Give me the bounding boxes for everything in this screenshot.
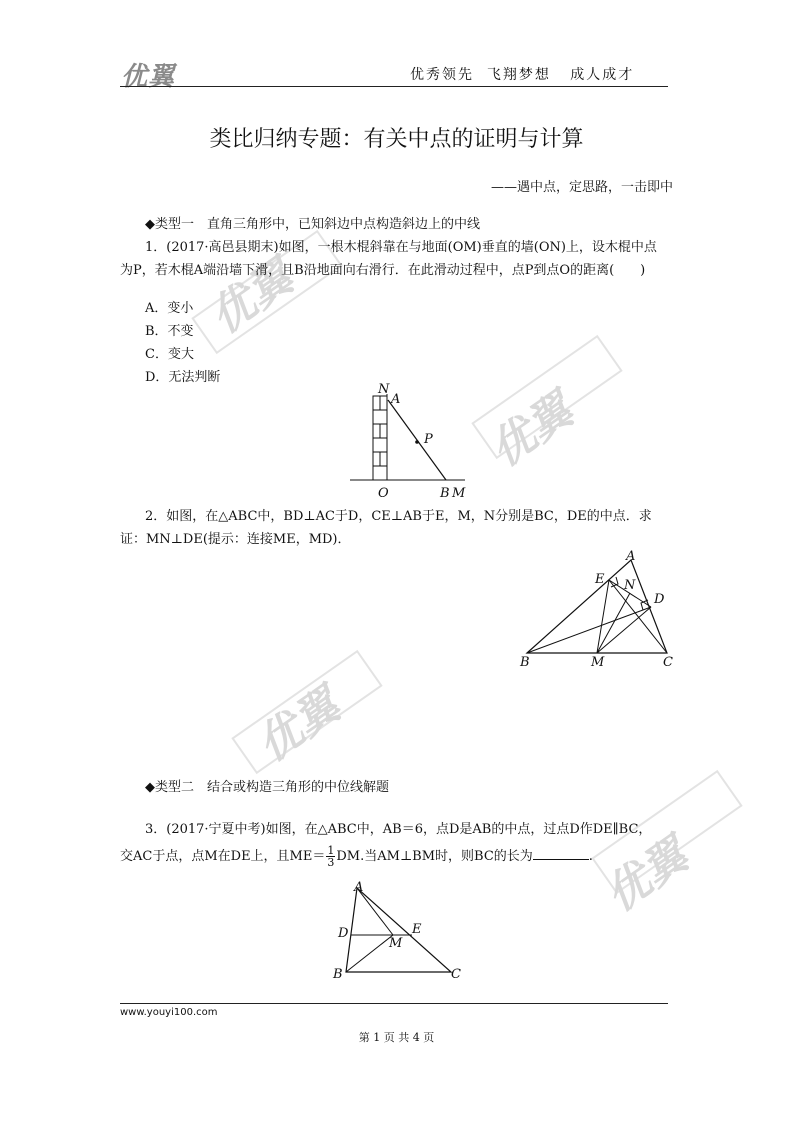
watermark: 优翼	[595, 829, 698, 922]
label-A: A	[626, 549, 636, 564]
answer-blank[interactable]	[533, 859, 589, 860]
question-3	[120, 818, 673, 868]
label-M: M	[389, 936, 403, 951]
label-B: B	[333, 967, 343, 982]
fraction-one-third	[326, 845, 335, 868]
header-divider	[120, 86, 668, 87]
watermark: 优翼	[480, 384, 583, 477]
label-M: M	[452, 486, 466, 501]
label-A: A	[354, 880, 364, 895]
option-d: D．无法判断	[145, 370, 221, 385]
question-2-line-1: 2．如图，在△ABC中，BD⊥AC于D，CE⊥AB于E，M，N分别是BC，DE的中点．求	[145, 509, 652, 524]
footer-divider	[120, 1003, 668, 1004]
label-E: E	[595, 572, 605, 587]
page-number: 第 1 页 共 4 页	[358, 1031, 435, 1044]
label-N: N	[378, 382, 390, 397]
label-P: P	[424, 432, 433, 447]
segment-CE	[609, 580, 667, 653]
figure-ladder-wall	[340, 380, 480, 502]
option-b: B．不变	[145, 324, 194, 339]
question-3-period: .	[588, 849, 593, 864]
option-c: C．变大	[145, 347, 194, 362]
footer-url[interactable]: www.youyi100.com	[120, 1007, 218, 1018]
question-3-text-a: 交AC于点，点M在DE上，且ME＝	[120, 849, 326, 864]
segment-BD	[527, 607, 651, 653]
figure-triangle-abc	[515, 545, 680, 672]
page-title: 类比归纳专题：有关中点的证明与计算	[209, 127, 584, 152]
label-O: O	[378, 486, 389, 501]
stick-AB	[388, 400, 446, 480]
watermark: 优翼	[247, 679, 350, 772]
option-a: A．变小	[145, 301, 194, 316]
page-subtitle: ——遇中点，定思路，一击即中	[490, 180, 673, 195]
question-3-line-2	[120, 845, 673, 868]
label-N: N	[624, 578, 636, 593]
label-A: A	[391, 392, 401, 407]
label-C: C	[451, 967, 461, 982]
label-E: E	[412, 922, 422, 937]
fraction-numerator: 1	[327, 844, 335, 857]
segment-MD	[597, 607, 651, 653]
label-D: D	[654, 592, 665, 607]
section-heading-1: ◆类型一 直角三角形中，已知斜边中点构造斜边上的中线	[145, 217, 480, 232]
question-1	[120, 236, 673, 282]
segment-AM	[357, 888, 393, 935]
question-3-text-b: DM.当AM⊥BM时，则BC的长为	[336, 849, 533, 864]
question-1-line-2: 为P，若木棍A端沿墙下滑，且B沿地面向右滑行．在此滑动过程中，点P到点O的距离( )	[120, 263, 646, 278]
midpoint-P	[415, 440, 419, 444]
brand-logo: 优翼	[121, 62, 176, 92]
segment-BM	[346, 935, 393, 972]
label-D: D	[338, 926, 349, 941]
label-B: B	[440, 486, 450, 501]
label-B: B	[520, 655, 530, 670]
watermark: 优翼	[200, 251, 303, 344]
figure-midline	[330, 880, 470, 982]
question-3-line-1: 3．(2017·宁夏中考)如图，在△ABC中，AB＝6，点D是AB的中点，过点D作DE∥BC，	[145, 822, 652, 837]
header-slogan: 优秀领先 飞翔梦想 成人成才	[410, 67, 635, 83]
label-C: C	[663, 655, 673, 670]
fraction-denominator: 3	[327, 856, 335, 869]
label-M: M	[591, 655, 605, 670]
question-1-line-1: 1．(2017·高邑县期末)如图，一根木棍斜靠在与地面(OM)垂直的墙(ON)上，设木棍中点	[145, 240, 657, 255]
section-heading-2: ◆类型二 结合或构造三角形的中位线解题	[145, 780, 389, 795]
question-2-line-2: 证：MN⊥DE(提示：连接ME，MD)．	[120, 532, 351, 547]
